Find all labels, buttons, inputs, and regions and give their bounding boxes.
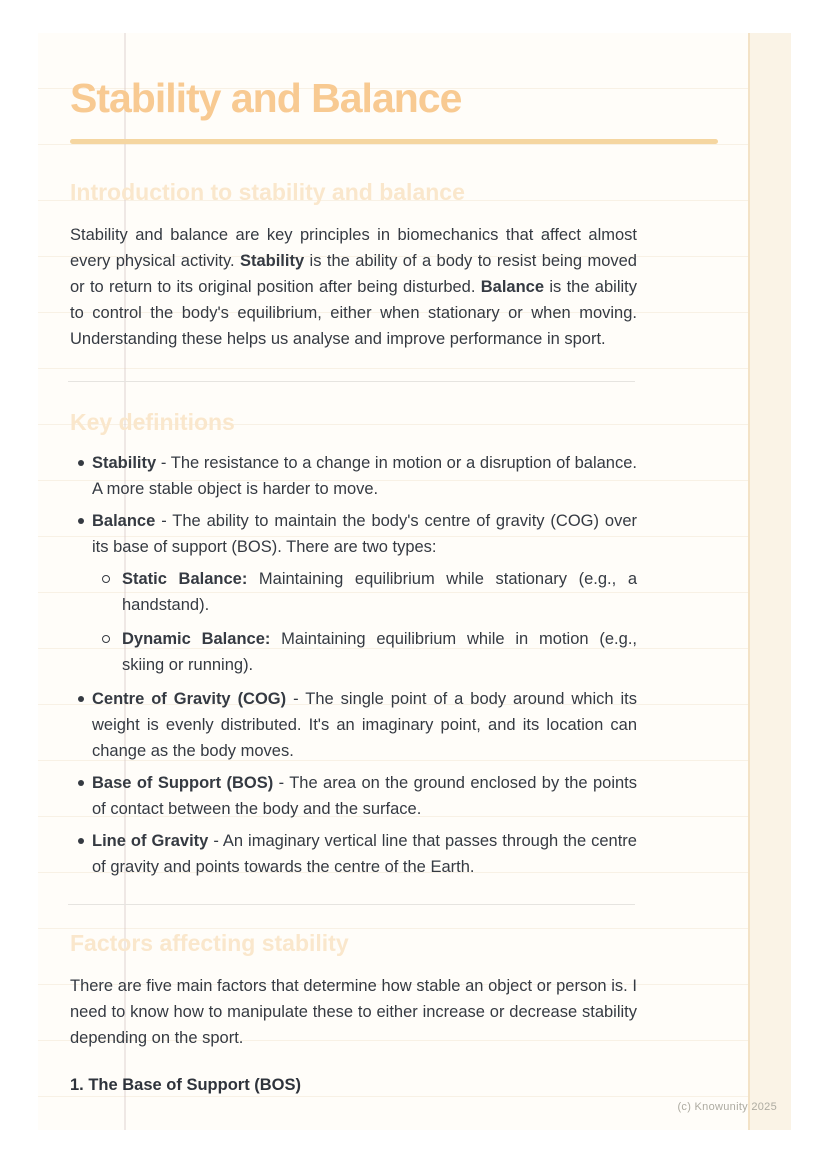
term-definition: - The ability to maintain the body's centre of gravity (COG) over its base of support (BOS). There are two types: <box>92 512 637 556</box>
list-item-base-of-support <box>70 770 637 822</box>
section-divider <box>68 381 635 382</box>
term-definition: - An imaginary vertical line that passes through the centre of gravity and points towards the centre of the Earth. <box>92 832 637 876</box>
term-label: Base of Support (BOS) <box>92 774 274 792</box>
list-item-dynamic-balance <box>92 626 637 678</box>
page-title: Stability and Balance <box>70 75 462 121</box>
notebook-margin-band <box>748 33 791 1130</box>
term-label: Dynamic Balance: <box>122 630 271 648</box>
term-label: Centre of Gravity (COG) <box>92 690 287 708</box>
list-item-balance <box>70 508 637 678</box>
list-item-centre-of-gravity <box>70 686 637 764</box>
term-label: Balance <box>92 512 156 530</box>
intro-text-2: is the ability of a body to resist being moved or to return to its original position after being disturbed. <box>70 252 637 296</box>
intro-text-3: is the ability to control the body's equilibrium, either when stationary or when moving. Understanding these helps us analyse and improve performance in sport. <box>70 278 637 348</box>
term-definition: - The area on the ground enclosed by the points of contact between the body and the surface. <box>92 774 637 818</box>
section-divider <box>68 904 635 905</box>
term-definition: Maintaining equilibrium while stationary (e.g., a handstand). <box>122 570 637 614</box>
term-label: Line of Gravity <box>92 832 209 850</box>
term-definition: Maintaining equilibrium while in motion (e.g., skiing or running). <box>122 630 637 674</box>
intro-bold-stability: Stability <box>239 252 305 270</box>
title-underline-rule <box>70 139 718 144</box>
intro-paragraph <box>70 222 637 352</box>
factor-1-subheading: 1. The Base of Support (BOS) <box>70 1076 302 1094</box>
list-item-static-balance <box>92 566 637 618</box>
balance-types-sublist <box>92 566 637 678</box>
term-definition: - The single point of a body around which its weight is evenly distributed. It's an imaginary point, and its location can change as the body moves. <box>92 690 638 760</box>
section-heading-intro: Introduction to stability and balance <box>70 179 465 205</box>
term-label: Stability <box>92 454 157 472</box>
list-item-stability <box>70 450 637 502</box>
list-item-line-of-gravity <box>70 828 637 880</box>
term-label: Static Balance: <box>122 570 248 588</box>
intro-text-1: Stability and balance are key principles in biomechanics that affect almost every physical activity. <box>70 226 637 270</box>
definitions-list <box>70 450 637 886</box>
term-definition: - The resistance to a change in motion or a disruption of balance. A more stable object is harder to move. <box>92 454 637 498</box>
document-page <box>38 33 791 1130</box>
section-heading-key-definitions: Key definitions <box>70 409 235 435</box>
factors-paragraph: There are five main factors that determine how stable an object or person is. I need to know how to manipulate these to either increase or decrease stability depending on the sport. <box>70 977 637 1047</box>
section-heading-factors: Factors affecting stability <box>70 930 349 956</box>
intro-bold-balance: Balance <box>480 278 545 296</box>
copyright-footer: (c) Knowunity 2025 <box>677 1101 777 1113</box>
